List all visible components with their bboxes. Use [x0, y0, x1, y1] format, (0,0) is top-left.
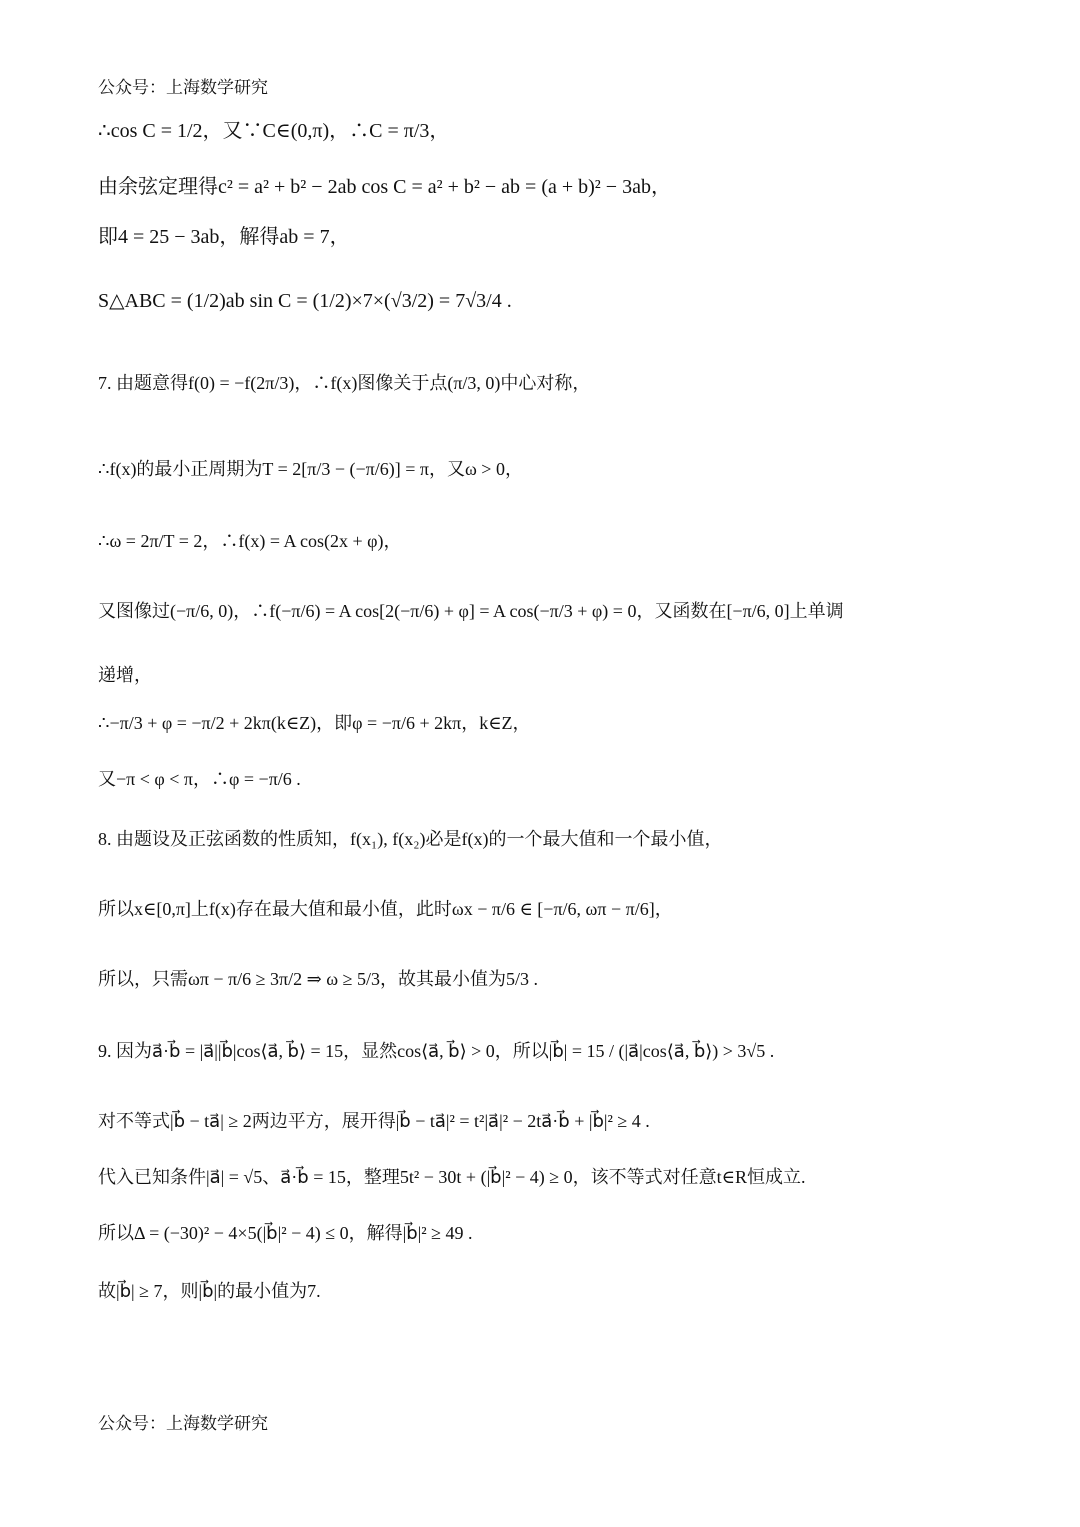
solution-line-4: S△ABC = (1/2)ab sin C = (1/2)×7×(√3/2) = 7√3/4 . — [98, 290, 512, 313]
problem-9-line-3: 代入已知条件|a⃗| = √5、a⃗·b⃗ = 15，整理5t² − 30t + (|b⃗|² − 4) ≥ 0，该不等式对任意t∈R恒成立. — [98, 1166, 806, 1187]
problem-8-line-2: 所以x∈[0,π]上f(x)存在最大值和最小值，此时ωx − π/6 ∈ [−π/6, ωπ − π/6]， — [98, 898, 673, 919]
page-footer: 公众号：上海数学研究 — [98, 1414, 268, 1434]
problem-7-line-6: ∴−π/3 + φ = −π/2 + 2kπ(k∈Z)，即φ = −π/6 + 2kπ，k∈Z， — [98, 712, 531, 733]
problem-7-line-1: 7. 由题意得f(0) = −f(2π/3)，∴f(x)图像关于点(π/3, 0)中心对称， — [98, 372, 591, 393]
page-header: 公众号：上海数学研究 — [98, 78, 268, 98]
problem-7-line-4: 又图像过(−π/6, 0)，∴f(−π/6) = A cos[2(−π/6) + φ] = A cos(−π/3 + φ) = 0，又函数在[−π/6, 0]上单调 — [98, 600, 844, 621]
problem-8-line-1: 8. 由题设及正弦函数的性质知，f(x₁), f(x₂)必是f(x)的一个最大值和一个最小值， — [98, 828, 723, 849]
problem-9-line-5: 故|b⃗| ≥ 7，则|b⃗|的最小值为7. — [98, 1280, 321, 1301]
solution-line-3: 即4 = 25 − 3ab，解得ab = 7， — [98, 226, 350, 249]
problem-7-line-3: ∴ω = 2π/T = 2，∴f(x) = A cos(2x + φ)， — [98, 530, 402, 551]
problem-9-line-4: 所以Δ = (−30)² − 4×5(|b⃗|² − 4) ≤ 0，解得|b⃗|² ≥ 49 . — [98, 1222, 473, 1243]
problem-9-line-2: 对不等式|b⃗ − ta⃗| ≥ 2两边平方，展开得|b⃗ − ta⃗|² = t²|a⃗|² − 2ta⃗·b⃗ + |b⃗|² ≥ 4 . — [98, 1110, 650, 1131]
problem-7-line-7: 又−π < φ < π，∴φ = −π/6 . — [98, 768, 301, 789]
problem-7-line-2: ∴f(x)的最小正周期为T = 2[π/3 − (−π/6)] = π，又ω > 0， — [98, 458, 523, 479]
problem-7-line-5: 递增， — [98, 664, 152, 685]
problem-9-line-1: 9. 因为a⃗·b⃗ = |a⃗||b⃗|cos⟨a⃗, b⃗⟩ = 15，显然cos⟨a⃗, b⃗⟩ > 0，所以|b⃗| = 15 / (|a⃗|cos⟨a⃗, b⃗⟩) > 3√5 . — [98, 1040, 775, 1061]
solution-line-1: ∴cos C = 1/2，又∵C∈(0,π)，∴C = π/3， — [98, 120, 450, 143]
problem-8-line-3: 所以，只需ωπ − π/6 ≥ 3π/2 ⇒ ω ≥ 5/3，故其最小值为5/3 . — [98, 968, 538, 989]
solution-line-2: 由余弦定理得c² = a² + b² − 2ab cos C = a² + b² − ab = (a + b)² − 3ab， — [98, 176, 671, 199]
